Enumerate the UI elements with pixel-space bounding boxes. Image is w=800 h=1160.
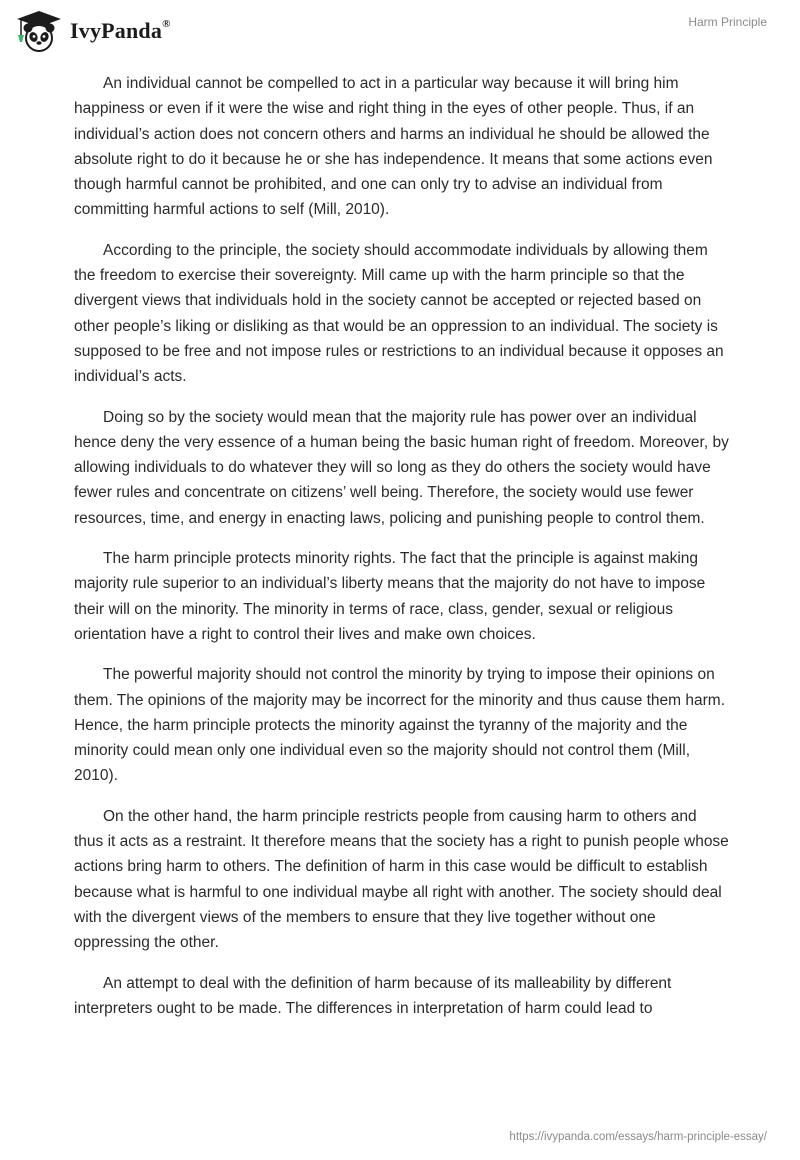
- registered-mark: ®: [162, 17, 171, 30]
- paragraph: The harm principle protects minority rights. The fact that the principle is against making majority rule superior to an individual’s liberty means that the majority do not have to impose their will on the minority. The minority in terms of race, class, gender, sexual or religious orientation have a right to control their lives and make own choices.: [74, 550, 706, 643]
- paragraph: On the other hand, the harm principle restricts people from causing harm to others and thus it acts as a restraint. It therefore means that the society has a right to punish people whose actions bring harm to others. The definition of harm in this case would be difficult to establish because what is harmful to one individual maybe all right with another. The society should deal with the divergent views of the members to ensure that they live together without one oppressing the other.: [74, 807, 729, 952]
- page-header: [0, 0, 800, 62]
- paragraph: An individual cannot be compelled to act in a particular way because it will bring him happiness or even if it were the wise and right thing in the eyes of other people. Thus, if an individual’s action does not concern others and harms an individual he should be allowed the absolute right to do it because he or she has independence. It means that some actions even though harmful cannot be prohibited, and one can only try to advise an individual from committing harmful actions to self (Mill, 2010).: [74, 75, 713, 219]
- paragraph: According to the principle, the society should accommodate individuals by allowing them the freedom to exercise their sovereignty. Mill came up with the harm principle so that the divergent views that individuals hold in the society cannot be accepted or rejected based on other people’s liking or disliking as that would be an oppression to an individual. The society is supposed to be free and not impose rules or restrictions to an individual because it opposes an individual’s acts.: [74, 241, 724, 386]
- document-title: Harm Principle: [688, 15, 767, 29]
- panda-graduation-cap-icon: [14, 9, 64, 53]
- paragraph: Doing so by the society would mean that the majority rule has power over an individual hence deny the very essence of a human being the basic human right of freedom. Moreover, by allowing individuals to do whatever they will so long as they do others the society would have fewer rules and concentrate on citizens’ well being. Therefore, the society would use fewer resources, time, and energy in enacting laws, policing and punishing people to control them.: [74, 408, 729, 527]
- paragraph: The powerful majority should not control the minority by trying to impose their opinions on them. The opinions of the majority may be incorrect for the minority and thus cause them harm. Hence, the harm principle protects the minority against the tyranny of the majority and the minority could mean only one individual even so the majority should not control them (Mill, 2010).: [74, 666, 726, 785]
- brand-name: IvyPanda®: [70, 17, 171, 43]
- source-url[interactable]: https://ivypanda.com/essays/harm-principle-essay/: [509, 1131, 767, 1143]
- paragraph: An attempt to deal with the definition of harm because of its malleability by different interpreters ought to be made. The differences in interpretation of harm could lead to: [74, 974, 672, 1017]
- essay-body: [74, 71, 730, 1036]
- brand-logo[interactable]: [14, 9, 171, 53]
